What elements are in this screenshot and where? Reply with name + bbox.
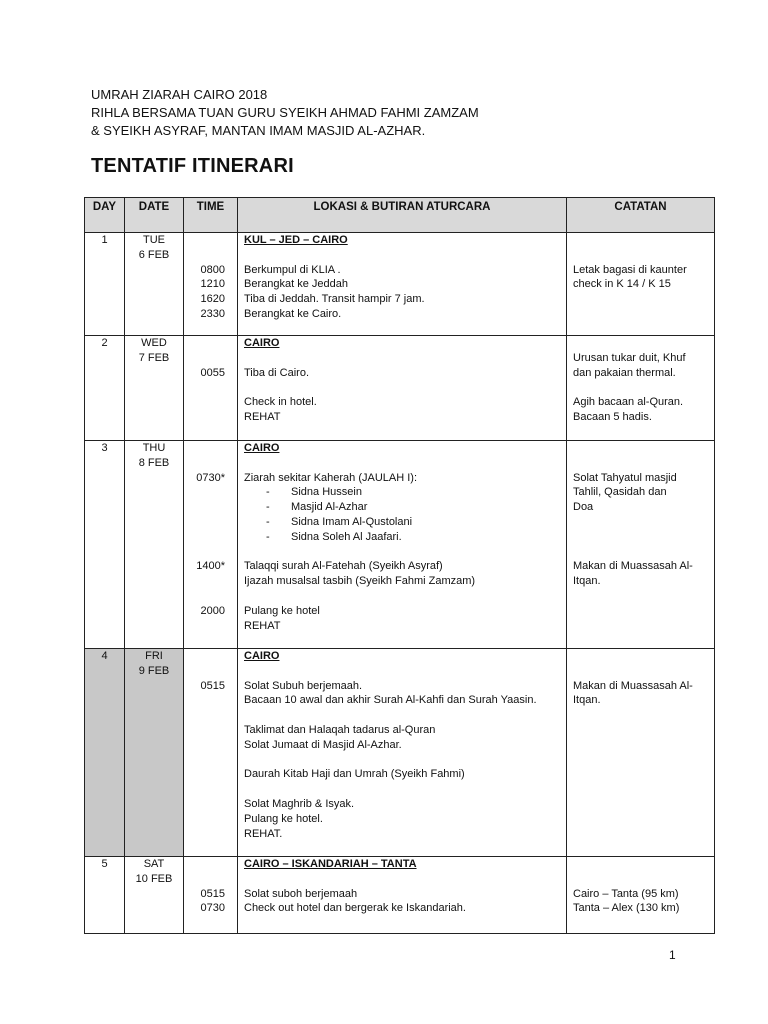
dash-bullet: - (266, 501, 270, 514)
catatan-line: Letak bagasi di kaunter (573, 263, 687, 276)
column-header-time: TIME (184, 198, 238, 233)
lokasi-line: Berkumpul di KLIA . (244, 263, 341, 276)
date-cell (125, 441, 184, 649)
day-of-week: THU (142, 442, 166, 454)
table-row-day-4 (85, 649, 715, 857)
lokasi-line: Check in hotel. (244, 396, 317, 409)
page-number: 1 (669, 948, 676, 962)
time-line: 0055 (200, 366, 225, 379)
column-header-date: DATE (125, 198, 184, 233)
catatan-line: Makan di Muassasah Al- (573, 560, 693, 573)
column-header-day: DAY (85, 198, 125, 233)
lokasi-line: REHAT (244, 619, 281, 632)
lokasi-line: Check out hotel dan bergerak ke Iskandariah. (244, 902, 466, 915)
time-cell (184, 857, 238, 934)
header-line-3: & SYEIKH ASYRAF, MANTAN IMAM MASJID AL-AZHAR. (91, 123, 426, 138)
lokasi-line: Berangkat ke Cairo. (244, 307, 342, 320)
date-text: 7 FEB (138, 351, 170, 364)
lokasi-cell (238, 336, 567, 441)
lokasi-line: REHAT. (244, 827, 283, 840)
catatan-line: Itqan. (573, 575, 601, 588)
catatan-line: Tanta – Alex (130 km) (573, 902, 680, 915)
catatan-cell (567, 336, 715, 441)
date-cell (125, 857, 184, 934)
dash-bullet: - (266, 486, 270, 499)
catatan-line: Tahlil, Qasidah dan (573, 486, 667, 499)
list-item: - Sidna Hussein (266, 486, 362, 499)
catatan-line: Agih bacaan al-Quran. (573, 396, 684, 409)
catatan-cell (567, 441, 715, 649)
section-heading: CAIRO (244, 650, 280, 662)
catatan-line: check in K 14 / K 15 (573, 278, 671, 291)
date-text: 9 FEB (138, 664, 170, 677)
lokasi-line: Solat Jumaat di Masjid Al-Azhar. (244, 738, 402, 751)
section-heading: CAIRO (244, 442, 280, 454)
list-item: - Sidna Imam Al-Qustolani (266, 515, 413, 528)
header-line-2: RIHLA BERSAMA TUAN GURU SYEIKH AHMAD FAHMI ZAMZAM (91, 105, 479, 120)
lokasi-cell (238, 649, 567, 857)
section-heading: CAIRO – ISKANDARIAH – TANTA (244, 858, 417, 870)
lokasi-line: Solat Subuh berjemaah. (244, 679, 363, 692)
day-cell: 1 (85, 233, 125, 336)
time-line: 2330 (200, 307, 225, 320)
time-line: 1620 (200, 293, 225, 306)
time-cell (184, 336, 238, 441)
lokasi-line: REHAT (244, 410, 281, 423)
time-line: 0515 (200, 679, 225, 692)
table-row-day-5 (85, 857, 715, 934)
day-of-week: FRI (145, 650, 163, 662)
section-heading: CAIRO (244, 337, 280, 349)
dash-bullet: - (266, 515, 270, 528)
lokasi-line: Tiba di Jeddah. Transit hampir 7 jam. (244, 293, 425, 306)
catatan-line: Makan di Muassasah Al- (573, 679, 693, 692)
time-cell (184, 649, 238, 857)
date-text: 10 FEB (135, 872, 173, 885)
lokasi-line: Bacaan 10 awal dan akhir Surah Al-Kahfi dan Surah Yaasin. (244, 694, 537, 707)
day-cell: 4 (85, 649, 125, 857)
time-line: 1400* (196, 560, 225, 573)
time-line (184, 248, 225, 263)
lokasi-line: Tiba di Cairo. (244, 366, 310, 379)
time-line: 0730 (200, 902, 225, 915)
day-of-week: WED (141, 337, 167, 349)
lokasi-line: Pulang ke hotel. (244, 812, 323, 825)
time-line: 2000 (200, 604, 225, 617)
day-cell: 5 (85, 857, 125, 934)
lokasi-line: Berangkat ke Jeddah (244, 278, 348, 291)
document-header (91, 86, 479, 140)
lokasi-cell (238, 857, 567, 934)
lokasi-line: Daurah Kitab Haji dan Umrah (Syeikh Fahmi) (244, 768, 465, 781)
day-of-week: TUE (143, 234, 165, 246)
time-cell (184, 441, 238, 649)
catatan-cell (567, 857, 715, 934)
catatan-cell (567, 233, 715, 336)
day-cell: 3 (85, 441, 125, 649)
page-title: TENTATIF ITINERARI (91, 155, 294, 177)
column-header-lokasi: LOKASI & BUTIRAN ATURCARA (238, 198, 567, 233)
lokasi-line: Solat Maghrib & Isyak. (244, 797, 355, 810)
table-row-day-3 (85, 441, 715, 649)
table-row-day-2 (85, 336, 715, 441)
list-item: - Masjid Al-Azhar (266, 501, 368, 514)
catatan-line: Itqan. (573, 694, 601, 707)
catatan-line: Bacaan 5 hadis. (573, 410, 652, 423)
date-cell (125, 649, 184, 857)
header-line-1: UMRAH ZIARAH CAIRO 2018 (91, 87, 268, 102)
date-text: 8 FEB (138, 456, 170, 469)
itinerary-table (84, 197, 715, 934)
table-header-row (85, 198, 715, 233)
day-cell: 2 (85, 336, 125, 441)
catatan-line: dan pakaian thermal. (573, 366, 676, 379)
lokasi-cell (238, 441, 567, 649)
date-cell (125, 233, 184, 336)
time-line: 1210 (200, 278, 225, 291)
catatan-line: Urusan tukar duit, Khuf (573, 351, 686, 364)
lokasi-line: Talaqqi surah Al-Fatehah (Syeikh Asyraf) (244, 560, 443, 573)
lokasi-line: Ijazah musalsal tasbih (Syeikh Fahmi Zamzam) (244, 575, 476, 588)
time-line: 0730* (196, 471, 225, 484)
lokasi-line: Taklimat dan Halaqah tadarus al-Quran (244, 723, 436, 736)
time-line: 0800 (200, 263, 225, 276)
lokasi-line: Ziarah sekitar Kaherah (JAULAH I): (244, 471, 418, 484)
section-heading: KUL – JED – CAIRO (244, 234, 348, 246)
catatan-line: Cairo – Tanta (95 km) (573, 887, 679, 900)
lokasi-line: Solat suboh berjemaah (244, 887, 358, 900)
date-text: 6 FEB (138, 248, 170, 261)
column-header-catatan: CATATAN (567, 198, 715, 233)
list-item: - Sidna Soleh Al Jaafari. (266, 530, 402, 543)
catatan-cell (567, 649, 715, 857)
time-line: 0515 (200, 887, 225, 900)
dash-bullet: - (266, 530, 270, 543)
table-row-day-1 (85, 233, 715, 336)
time-line (184, 233, 225, 248)
lokasi-cell (238, 233, 567, 336)
lokasi-line: Pulang ke hotel (244, 604, 320, 617)
day-of-week: SAT (143, 858, 165, 870)
time-cell (184, 233, 238, 336)
date-cell (125, 336, 184, 441)
catatan-line: Doa (573, 501, 594, 514)
catatan-line: Solat Tahyatul masjid (573, 471, 677, 484)
